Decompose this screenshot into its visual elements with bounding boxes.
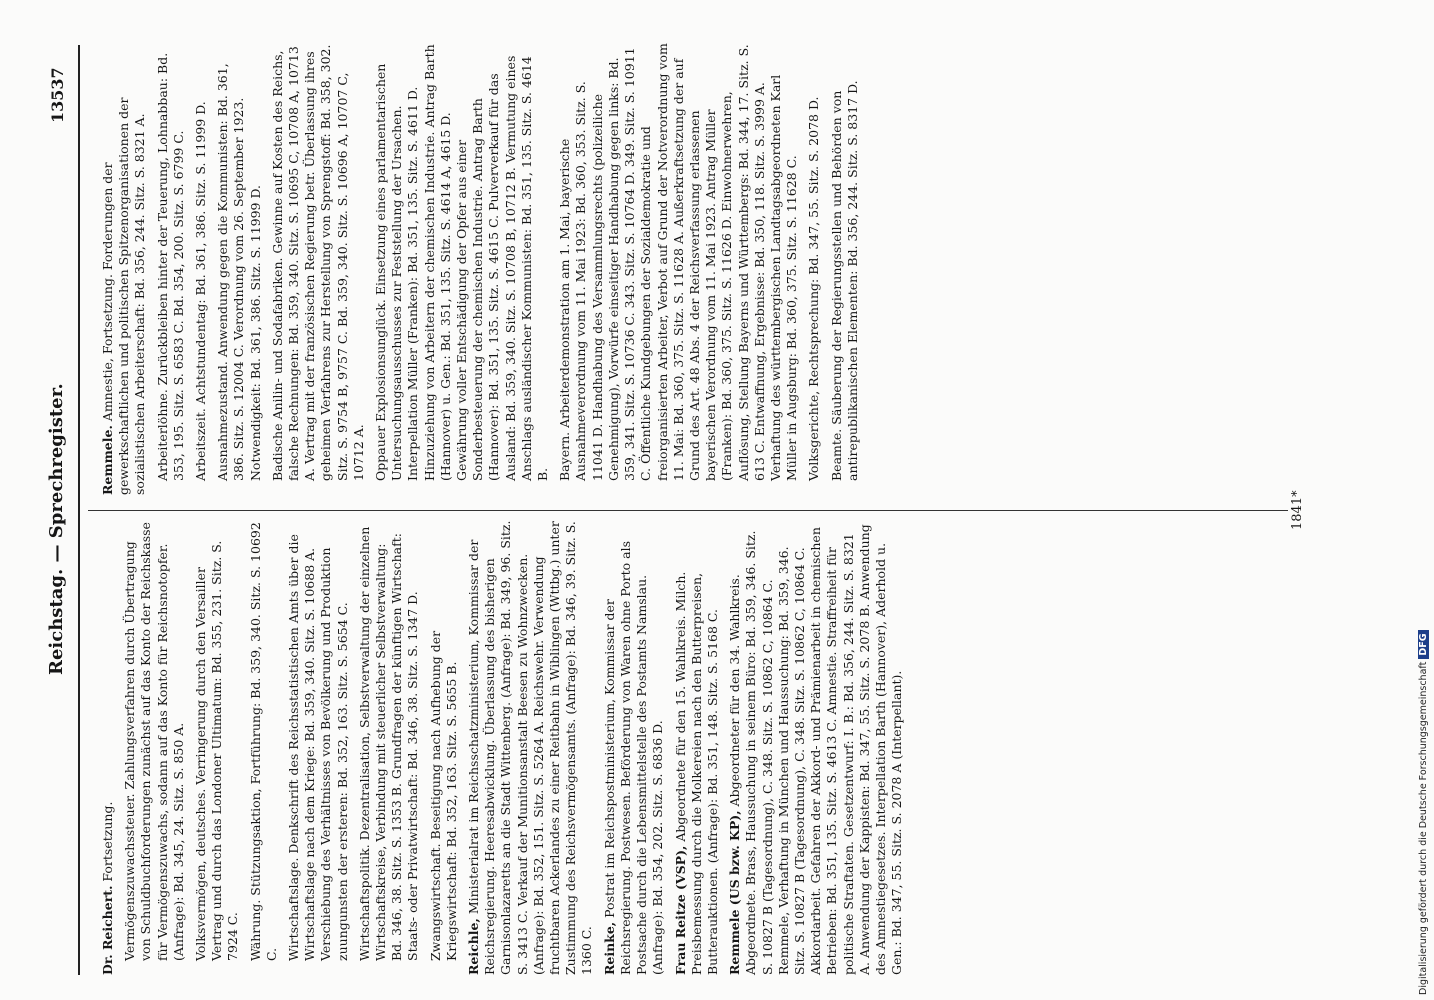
entry-text: Beamte. Säuberung der Regierungsstellen und Behörden von antirepublikanischen Elementen: Bd. 356, 244. Sitz. S. 8317 D. bbox=[828, 80, 860, 481]
entry-text: Zwangswirtschaft. Beseitigung nach Aufhebung der Kriegswirtschaft: Bd. 352, 163. Sitz. S. 5655 B. bbox=[427, 630, 459, 961]
register-entry bbox=[357, 520, 422, 975]
register-entry bbox=[122, 520, 187, 975]
page-number: 13537 bbox=[48, 67, 67, 123]
page-title: Reichstag. — Sprechregister. bbox=[46, 383, 67, 675]
entry-lead: Remmele (US bzw. KP), bbox=[727, 810, 743, 975]
entry-lead: Frau Reitze (VSP), bbox=[672, 845, 688, 975]
entry-text: Währung. Stützungsaktion, Fortführung: Bd. 359, 340. Sitz. S. 10692 C. bbox=[247, 522, 279, 961]
entry-text: Arbeiterlöhne. Zurückbleiben hinter der Teuerung, Lohnabbau: Bd. 353, 195. Sitz. S. 6583 C. Bd. 354, 200. Sitz. S. 6799 C. bbox=[154, 52, 186, 481]
left-column bbox=[100, 520, 911, 975]
register-entry bbox=[557, 40, 800, 495]
register-entry bbox=[193, 40, 209, 495]
entry-lead: Remmele. bbox=[100, 425, 115, 495]
entry-text: Bayern. Arbeiterdemonstration am 1. Mai, bayerische Ausnahmeverordnung vom 11. Mai 1923: Bd. 360, 353. Sitz. S. 11041 D. Handhabung des Versammlungsrechts (polizeiliche Genehmigung), Vorwürfe einseitiger Handhabung gegen links: Bd. 359, 341. Sitz. S. 10736 C. 343. Sitz. S. 10764 D. 349. Sitz. S. 10911 C. Öffentliche Kundgebungen der Sozialdemokratie und freiorganisierten Arbeiter, Verbot auf Grund der Notverordnung vom 11. Mai: Bd. 360, 375. Sitz. S. 11628 A. Außerkraftsetzung der auf Grund des Art. 48 Abs. 4 der Reichsverfassung erlassenen bayerischen Verordnung vom 11. Mai 1923. Antrag Müller (Franken): Bd. 360, 375. Sitz. S. 11626 D. Einwohnerwehren, Auflösung, Stellung Bayerns und Württembergs: Bd. 344, 17. Sitz. S. 613 C. Entwaffnung, Ergebnisse: Bd. 350, 118. Sitz. S. 3999 A. Verhaftung des württembergischen Landtagsabgeordneten Karl Müller in Augsburg: Bd. 360, 375. Sitz. S. 11628 C. bbox=[557, 43, 800, 481]
entry-text: Vermögenszuwachssteuer. Zahlungsverfahren durch Übertragung von Schuldbuchforderungen zunächst auf das Konto der Reichskasse für Vermögenszuwachs, sodann auf das Konto für Reichsnotopfer. (Anfrage): Bd. 345, 24. Sitz. S. 850 A. bbox=[122, 522, 186, 961]
entry-text: Fortsetzung. bbox=[100, 801, 115, 882]
entry-text: Amnestie, Fortsetzung. Forderungen der gewerkschaftlichen und politischen Spitzenorganisationen der sozialistischen Arbeiterschaft: Bd. 356, 244. Sitz. S. 8321 A. bbox=[100, 97, 148, 495]
entry-text: Badische Anilin- und Sodafabriken. Gewinne auf Kosten des Reichs, falsche Rechnungen: Bd. 359, 340. Sitz. S. 10695 C, 10708 A, 10713 A. Vertrag mit der französischen Regierung betr. Überlassung ihres geheimen Verfahrens zur Herstellung von Sprengstoff: Bd. 358, 302. Sitz. S. 9754 B, 9757 C. Bd. 359, 340. Sitz. S. 10696 A, 10707 C, 10712 A. bbox=[269, 44, 366, 481]
entry-text: Abgeordnete für den 15. Wahlkreis. Milch. Preisbemessung durch die Molkereien nach den Butterpreisen, Butterauktionen. (Anfrage): Bd. 351, 148. Sitz. S. 5168 C. bbox=[672, 571, 720, 975]
sidebar-credit bbox=[1418, 35, 1429, 995]
register-entry bbox=[193, 520, 242, 975]
entry-lead: Dr. Reichert. bbox=[100, 885, 115, 975]
register-entry bbox=[155, 40, 187, 495]
entry-text: Arbeitszeit. Achtstundentag: Bd. 361, 386. Sitz. S. 11999 D. bbox=[193, 101, 209, 481]
entry-text: Volksvermögen, deutsches. Verringerung durch den Versailler Vertrag und durch das Londoner Ultimatum: Bd. 355, 231. Sitz. S. 7924 C. bbox=[193, 540, 241, 961]
right-column bbox=[100, 40, 867, 495]
register-entry bbox=[248, 520, 280, 975]
rotated-register-page bbox=[40, 35, 1360, 985]
entry-lead: Reichle, bbox=[466, 918, 482, 975]
register-entry bbox=[829, 40, 861, 495]
entry-lead: Reinke, bbox=[601, 921, 617, 975]
entry-text: Ausnahmezustand. Anwendung gegen die Kommunisten: Bd. 361, 386. Sitz. S. 12004 C. Verordnung vom 26. September 1923. Notwendigkeit: Bd. 361, 386. Sitz. S. 11999 D. bbox=[215, 63, 263, 481]
register-entry bbox=[806, 40, 822, 495]
register-entry bbox=[100, 40, 149, 495]
sidebar-text: Digitalisierung gefördert durch die Deutsche Forschungsgemeinschaft bbox=[1418, 661, 1429, 995]
entry-text: Wirtschaftslage. Denkschrift des Reichsstatistischen Amts über die Wirtschaftslage nach dem Kriege: Bd. 359, 340. Sitz. S. 10688 A. Verschiebung des Verhältnisses von Bevölkerung und Produktion zuungunsten der ersteren: Bd. 352, 163. Sitz. S. 5654 C. bbox=[286, 534, 350, 961]
entry-text: Abgeordneter für den 34. Wahlkreis. Abgeordnete. Brass, Haussuchung in seinem Büro: Bd. 359, 346. Sitz. S. 10827 B (Tagesordnung), C. 348. Sitz. S. 10862 C, 10864 C. Remmele, Verhaftung in München und Haussuchung: Bd. 359, 346. Sitz. S. 10827 B (Tagesordnung), C. 348. Sitz. S. 10862 C, 10864 C. Akkordarbeit. Gefahren der Akkord- und Prämienarbeit in chemischen Betrieben: Bd. 351, 135. Sitz. S. 4613 C. Amnestie. Straffreiheit für politische Straftaten. Gesetzentwurf: I. B.: Bd. 356, 244. Sitz. S. 8321 A. Anwendung der Kappisten: Bd. 347, 55. Sitz. S. 2078 B. Anwendung des Amnestiegesetzes. Interpellation Barth (Hannover), Aderhold u. Gen.: Bd. 347, 55. Sitz. S. 2078 A (Interpellant). bbox=[727, 524, 905, 975]
footer-mark: 1841* bbox=[1290, 490, 1305, 530]
entry-text: Oppauer Explosionsunglück. Einsetzung eines parlamentarischen Untersuchungsausschusses zur Feststellung der Ursachen. Interpellation Müller (Franken): Bd. 351, 135. Sitz. S. 4611 D. Hinzuziehung von Arbeitern der chemischen Industrie. Antrag Barth (Hannover) u. Gen.: Bd. 351, 135. Sitz. S. 4614 A, 4615 D. Gewährung voller Entschädigung der Opfer aus einer Sonderbesteuerung der chemischen Industrie. Antrag Barth (Hannover): Bd. 351, 135. Sitz. S. 4615 C. Pulververkauf für das Ausland: Bd. 359, 340. Sitz. S. 10708 B, 10712 B. Vermutung eines Anschlags ausländischer Kommunisten: Bd. 351, 135. Sitz. S. 4614 B. bbox=[373, 44, 551, 481]
entry-text: Volksgerichte, Rechtsprechung: Bd. 347, 55. Sitz. S. 2078 D. bbox=[806, 96, 822, 481]
column-divider bbox=[88, 510, 1288, 511]
register-entry bbox=[673, 520, 722, 975]
register-entry bbox=[100, 520, 116, 975]
register-entry bbox=[727, 520, 905, 975]
register-entry bbox=[270, 40, 367, 495]
register-entry bbox=[286, 520, 351, 975]
register-entry bbox=[373, 40, 551, 495]
entry-text: Postrat im Reichspostministerium, Kommissar der Reichsregierung. Postwesen. Beförderung von Waren ohne Porto als Postsache durch die Lebensmittelstelle des Postamts Namslau. (Anfrage): Bd. 354, 202. Sitz. S. 6836 D. bbox=[601, 540, 666, 975]
register-entry bbox=[466, 520, 596, 975]
register-entry bbox=[602, 520, 667, 975]
entry-text: Wirtschaftspolitik. Dezentralisation, Selbstverwaltung der einzelnen Wirtschaftskreise, Verbindung mit steuerlicher Selbstverwaltung: Bd. 346, 38. Sitz. S. 1353 B. Grundfragen der künftigen Wirtschaft: Staats- oder Privatwirtschaft: Bd. 346, 38. Sitz. S. 1347 D. bbox=[356, 526, 421, 961]
register-entry bbox=[428, 520, 460, 975]
digitization-sidebar bbox=[1418, 10, 1432, 995]
header-rule bbox=[78, 45, 80, 975]
dfg-logo: DFG bbox=[1418, 630, 1429, 658]
register-entry bbox=[215, 40, 264, 495]
entry-text: Ministerialrat im Reichsschatzministerium, Kommissar der Reichsregierung. Heeresabwicklung. Überlassung des bisherigen Garnisonlazaretts an die Stadt Wittenberg. (Anfrage): Bd. 349, 96. Sitz. S. 3413 C. Verkauf der Munitionsanstalt Beesen zu Wohnzwecken. (Anfrage): Bd. 352, 151. Sitz. S. 5264 A. Reichswehr. Verwendung fruchtbaren Ackerlandes zu einer Reitbahn in Wiblingen (Wttbg.) unter Zustimmung des Reichsvermögensamts. (Anfrage): Bd. 346, 39. Sitz. S. 1360 C. bbox=[466, 520, 595, 975]
